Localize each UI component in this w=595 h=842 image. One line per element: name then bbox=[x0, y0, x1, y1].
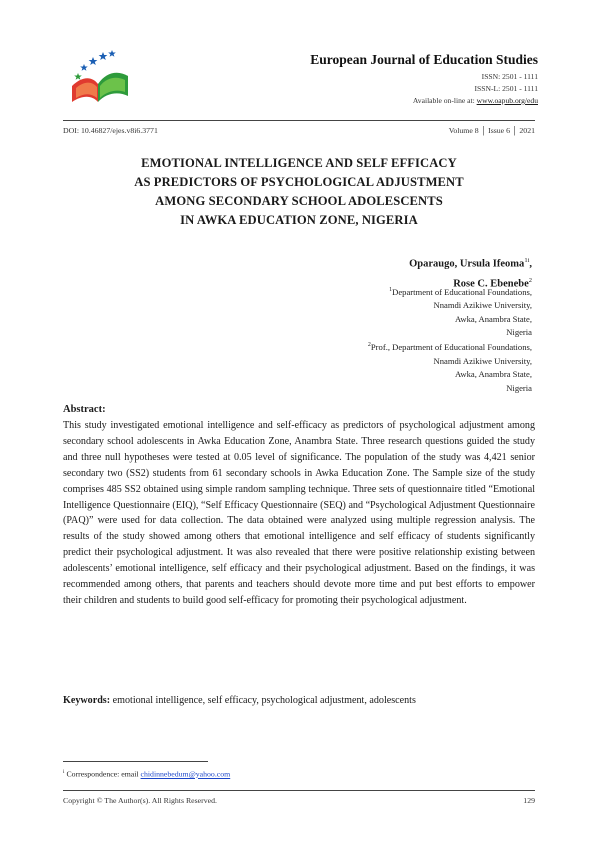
issn-online: ISSN-L: 2501 - 1111 bbox=[474, 84, 538, 93]
affiliation-line: Nnamdi Azikiwe University, bbox=[433, 355, 532, 366]
author-name: Oparaugo, Ursula Ifeoma bbox=[409, 258, 525, 270]
footer-rule bbox=[63, 790, 535, 791]
keywords-label: Keywords: bbox=[63, 695, 111, 706]
affiliations bbox=[368, 284, 532, 395]
affiliation-sup: 2 bbox=[367, 342, 371, 349]
journal-name: European Journal of Education Studies bbox=[310, 52, 538, 67]
header-rule bbox=[63, 120, 535, 121]
journal-logo bbox=[64, 46, 134, 106]
affiliation-line: Nigeria bbox=[506, 327, 532, 338]
abstract-heading: Abstract: bbox=[63, 404, 106, 415]
available-label: Available on-line at: bbox=[412, 96, 477, 105]
keywords-text: emotional intelligence, self efficacy, psychological adjustment, adolescents bbox=[110, 695, 416, 706]
separator: │ bbox=[511, 126, 518, 135]
title-line: EMOTIONAL INTELLIGENCE AND SELF EFFICACY bbox=[141, 156, 457, 170]
title-line: IN AWKA EDUCATION ZONE, NIGERIA bbox=[180, 213, 418, 227]
affiliation-line bbox=[368, 284, 532, 299]
journal-url-link[interactable]: www.oapub.org/edu bbox=[476, 96, 538, 105]
availability-line bbox=[413, 96, 538, 105]
open-book-stars-icon bbox=[64, 46, 134, 106]
affiliation-line: Nnamdi Azikiwe University, bbox=[433, 300, 532, 311]
affiliation-line: Awka, Anambra State, bbox=[454, 313, 532, 324]
doi: DOI: 10.46827/ejes.v8i6.3771 bbox=[63, 126, 158, 135]
page-footer bbox=[63, 796, 535, 805]
keywords bbox=[63, 694, 535, 708]
separator: │ bbox=[480, 126, 487, 135]
volume: Volume 8 bbox=[448, 126, 479, 135]
correspondence-footnote bbox=[63, 769, 230, 779]
volume-issue-year bbox=[449, 126, 535, 135]
article-meta-row bbox=[63, 126, 535, 135]
affiliation-sup: 1 bbox=[389, 287, 393, 293]
copyright: Copyright © The Author(s). All Rights Reserved. bbox=[63, 796, 217, 805]
correspondence-email-link[interactable]: chidinnebedum@yahoo.com bbox=[140, 769, 231, 779]
footnote-label: Correspondence: email bbox=[66, 769, 141, 779]
title-line: AMONG SECONDARY SCHOOL ADOLESCENTS bbox=[155, 194, 443, 208]
title-line: AS PREDICTORS OF PSYCHOLOGICAL ADJUSTMENT bbox=[134, 175, 464, 189]
author-name: Rose C. Ebenebe bbox=[453, 278, 529, 289]
footnote-sup: i bbox=[63, 769, 65, 775]
article-title bbox=[63, 154, 535, 230]
affiliation-line: Awka, Anambra State, bbox=[454, 369, 532, 380]
author-sup: 1i bbox=[524, 257, 530, 264]
affiliation-line bbox=[368, 339, 532, 354]
year: 2021 bbox=[519, 126, 535, 135]
footnote-rule bbox=[63, 761, 208, 762]
affiliation-text: Department of Educational Foundations, bbox=[392, 286, 532, 297]
issue: Issue 6 bbox=[488, 126, 510, 135]
affiliation-line: Nigeria bbox=[506, 382, 532, 393]
affiliation-text: Prof., Department of Educational Foundations, bbox=[370, 342, 532, 353]
issn-print: ISSN: 2501 - 1111 bbox=[481, 72, 538, 81]
author: Oparaugo, Ursula Ifeoma$^{1i}$, bbox=[409, 257, 532, 270]
page-number: 129 bbox=[523, 796, 535, 805]
abstract-body: This study investigated emotional intelligence and self-efficacy as predictors of psychological adjustment among secondary school adolescents in Awka Education Zone, Anambra State. Three research questions guided the study and three null hypotheses were tested at 0.05 level of significance. The population of the study was 4,421 senior secondary two (SS2) students from 61 secondary schools in Awka Education Zone. The Sample size of the study comprises 485 SS2 obtained using simple random sampling technique. Three sets of questionnaire titled “Emotional Intelligence Questionnaire (EIQ), “Self Efficacy Questionnaire (SEQ) and “Psychological Adjustment Questionnaire (PAQ)” were used for data collection. The data obtained were analyzed using multiple regression analysis. The results of the study showed among others that emotional intelligence and self efficacy of students significantly predict their psychological adjustment. It was also revealed that there were positive relationship existing between adolescents’ emotional intelligence, self efficacy and their psychological adjustment. Based on the findings, it was recommended among others, that parents and teachers should devote more time and put best efforts to empower their children and students to build good self-efficacy for promoting their psychological adjustment. bbox=[63, 420, 535, 606]
author-sup: 2 bbox=[528, 276, 532, 284]
